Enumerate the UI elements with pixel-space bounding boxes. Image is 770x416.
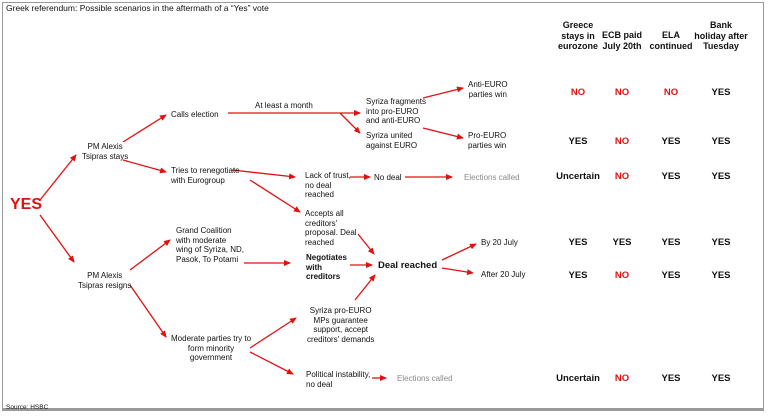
arrow-moderate-to-syrizapro (250, 318, 296, 348)
node-syriza-pro-euro: Syriza pro-EURO MPs guarantee support, accept creditors' demands (307, 306, 375, 344)
source-note: Source: HSBC (6, 404, 49, 411)
diagram-title: Greek referendum: Possible scenarios in the aftermath of a “Yes” vote (6, 3, 269, 13)
arrow-accepts-to-deal (358, 234, 374, 254)
arrow-fragments-to-anti (423, 88, 463, 98)
arrow-stays-to-renegotiate (123, 160, 166, 172)
node-political-instability: Political instability, no deal (306, 370, 371, 389)
outcome-cell: YES (612, 237, 632, 248)
arrow-syrizapro-to-deal (355, 275, 375, 300)
arrow-election-to-united (340, 113, 360, 133)
node-pm-stays: PM Alexis Tsipras stays (82, 142, 129, 161)
node-syriza-fragments: Syriza fragments into pro-EURO and anti-EURO (366, 97, 427, 125)
node-anti-euro-win: Anti-EURO parties win (468, 80, 508, 99)
outcome-cell: YES (661, 373, 681, 384)
node-renegotiate: Tries to renegotiate with Eurogroup (171, 166, 240, 185)
outcome-cell: YES (661, 136, 681, 147)
column-header-1: Greece stays in eurozone (557, 20, 598, 51)
outcome-cell: NO (663, 87, 679, 98)
outcome-cell: YES (711, 373, 731, 384)
arrow-yes-to-stays (40, 155, 76, 200)
outcome-cell: YES (568, 136, 588, 147)
node-after-20-july: After 20 July (481, 270, 526, 279)
outcome-cell: YES (568, 270, 588, 281)
outcome-cell: Uncertain (556, 171, 600, 182)
node-no-deal: No deal (374, 173, 402, 182)
column-header-2: ECB paid July 20th (601, 30, 642, 51)
arrow-renegotiate-to-lack (232, 170, 295, 177)
outcome-cell: YES (661, 237, 681, 248)
node-elections-called-2: Elections called (397, 374, 453, 383)
node-elections-called-1: Elections called (464, 173, 520, 182)
node-pm-resigns: PM Alexis Tsipras resigns (78, 271, 132, 290)
node-calls-election: Calls election (171, 110, 219, 119)
outcome-cell: YES (568, 237, 588, 248)
outcome-cell: Uncertain (556, 373, 600, 384)
node-pro-euro-win: Pro-EURO parties win (468, 131, 507, 150)
column-header-3: ELA continued (649, 30, 693, 51)
column-header-4: Bank holiday after Tuesday (694, 20, 748, 51)
outcome-cell: NO (614, 171, 630, 182)
node-at-least-month: At least a month (255, 101, 313, 110)
node-negotiates: Negotiates with creditors (306, 253, 347, 281)
outcome-cell: YES (711, 237, 731, 248)
outcome-cell: YES (711, 171, 731, 182)
arrow-resigns-to-moderate (130, 285, 166, 337)
outcome-cell: NO (614, 373, 630, 384)
arrow-deal-to-by20 (442, 244, 476, 260)
node-deal-reached: Deal reached (378, 260, 438, 271)
arrow-deal-to-after20 (442, 268, 473, 273)
arrow-renegotiate-to-accepts (250, 180, 300, 212)
outcome-cell: YES (661, 270, 681, 281)
outcome-cell: NO (614, 136, 630, 147)
outcome-cell: YES (711, 270, 731, 281)
node-moderate-parties: Moderate parties try to form minority government (171, 334, 252, 362)
node-syriza-united: Syriza united against EURO (366, 131, 418, 150)
root-yes-label: YES (10, 196, 43, 213)
node-by-20-july: By 20 July (481, 238, 518, 247)
arrow-yes-to-resigns (40, 215, 74, 262)
outcome-cell: YES (711, 87, 731, 98)
outcome-cell: YES (711, 136, 731, 147)
arrow-stays-to-election (123, 115, 166, 142)
arrow-moderate-to-political (250, 352, 293, 374)
arrow-resigns-to-grand (130, 240, 170, 270)
node-accepts-all: Accepts all creditors' proposal. Deal reached (305, 209, 357, 247)
arrow-united-to-pro (423, 128, 463, 138)
outcome-cell: NO (570, 87, 586, 98)
node-lack-of-trust: Lack of trust, no deal reached (305, 171, 351, 199)
node-grand-coalition: Grand Coalition with moderate wing of Syriza, ND, Pasok, To Potami (176, 226, 245, 264)
outcome-cell: YES (661, 171, 681, 182)
outcome-cell: NO (614, 87, 630, 98)
outcome-cell: NO (614, 270, 630, 281)
